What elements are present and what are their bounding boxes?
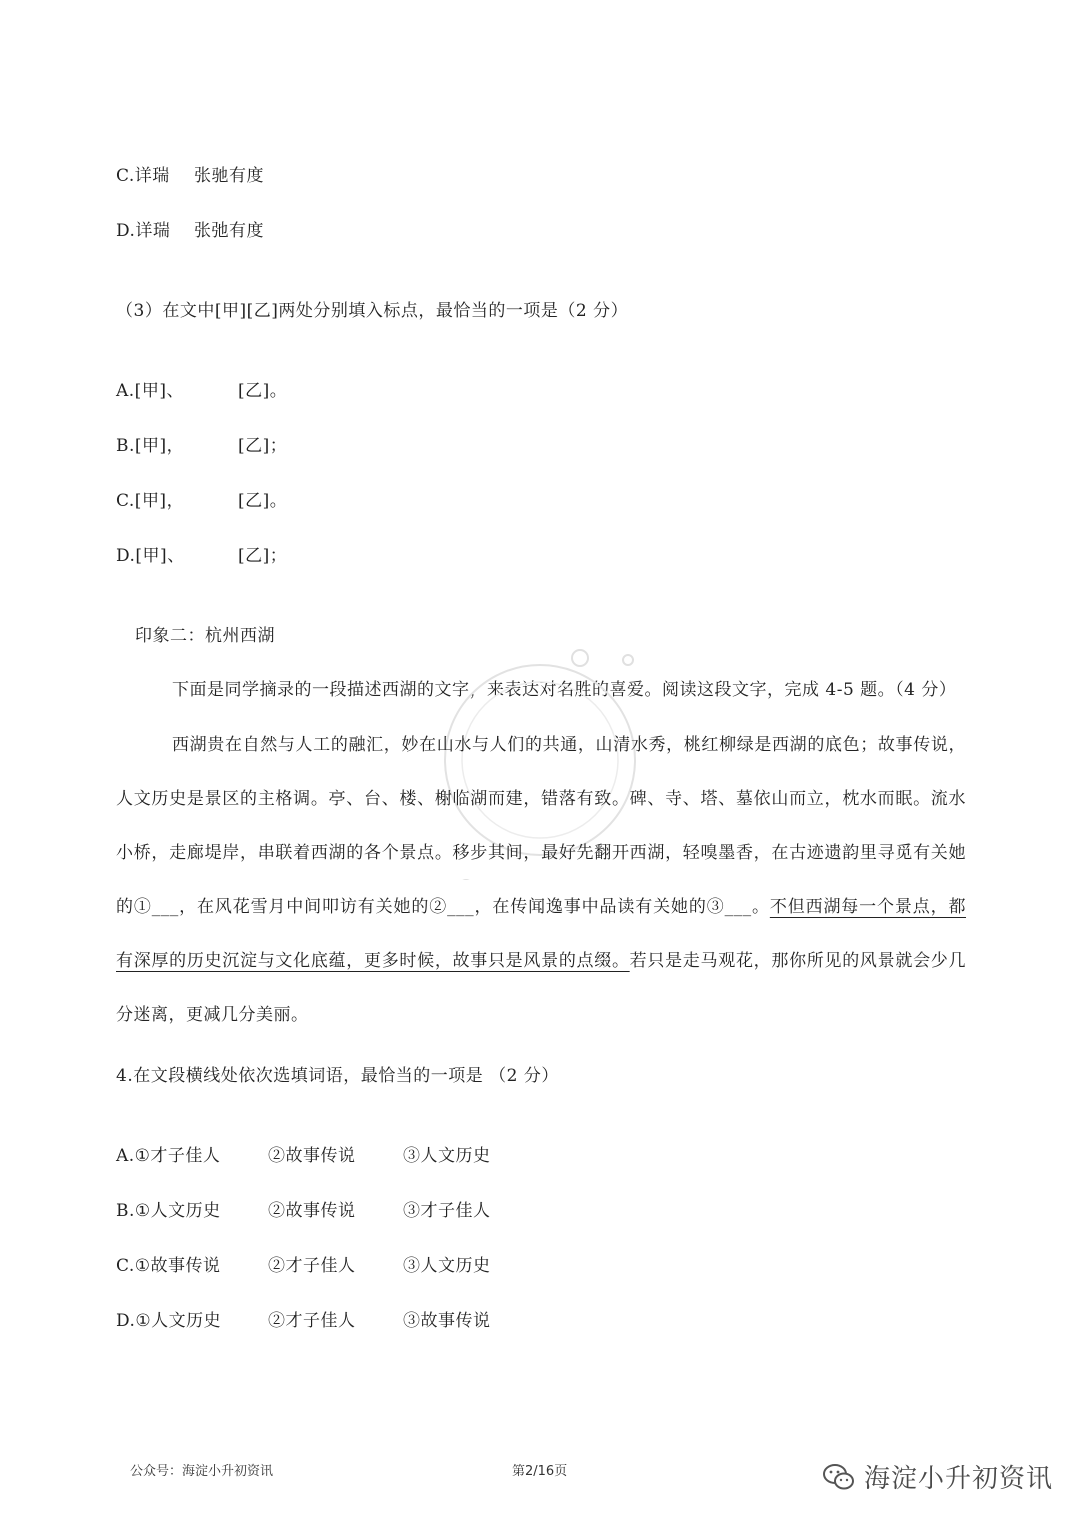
brand-name: 海淀小升初资讯 — [864, 1464, 1054, 1494]
wechat-icon — [822, 1462, 856, 1492]
q3-option-d — [116, 544, 288, 568]
section-intro: 下面是同学摘录的一段描述西湖的文字，来表达对名胜的喜爱。阅读这段文字，完成 4-5 题。（4 分） — [172, 680, 957, 700]
q4-option-c — [116, 1254, 491, 1278]
option-part-2: [乙]。 — [238, 381, 288, 401]
option-choice-1: D.①人文历史 — [116, 1311, 222, 1331]
option-part-1: C.[甲]， — [116, 491, 185, 511]
passage-text-end: 若只是走马观花，那你所见的风景就会少几分迷离，更减几分美丽。 — [116, 951, 967, 1025]
option-part-2: [乙]； — [238, 546, 288, 566]
option-part-1: B.[甲]， — [116, 436, 185, 456]
option-part-1: A.[甲]、 — [116, 381, 184, 401]
option-value: 张驰有度 — [194, 166, 264, 186]
option-part-2: [乙]； — [238, 436, 288, 456]
option-choice-2: ②才子佳人 — [268, 1256, 356, 1276]
option-choice-1: B.①人文历史 — [116, 1201, 221, 1221]
brand-mark — [822, 1458, 1053, 1495]
passage-paragraph — [116, 718, 966, 1042]
option-choice-3: ③故事传说 — [403, 1311, 491, 1331]
q3-option-b — [116, 434, 288, 458]
q2-option-c — [116, 164, 264, 188]
q2-option-d — [116, 219, 264, 243]
option-choice-2: ②故事传说 — [268, 1201, 356, 1221]
option-choice-1: A.①才子佳人 — [116, 1146, 221, 1166]
q4-stem: 4.在文段横线处依次选填词语，最恰当的一项是 （2 分） — [116, 1066, 559, 1086]
option-value: 张弛有度 — [194, 221, 264, 241]
option-choice-1: C.①故事传说 — [116, 1256, 221, 1276]
option-choice-3: ③人文历史 — [403, 1146, 491, 1166]
q3-option-c — [116, 489, 288, 513]
option-choice-2: ②故事传说 — [268, 1146, 356, 1166]
q4-option-b — [116, 1199, 491, 1223]
option-part-2: [乙]。 — [238, 491, 288, 511]
q4-option-a — [116, 1144, 491, 1168]
q3-stem: （3）在文中[甲][乙]两处分别填入标点，最恰当的一项是（2 分） — [116, 301, 629, 321]
section-heading: 印象二：杭州西湖 — [135, 626, 275, 646]
passage-underlined-sentence: 不但西湖每一个景点，都有深厚的历史沉淀与文化底蕴，更多时候，故事只是风景的点缀。 — [116, 897, 967, 971]
option-choice-3: ③人文历史 — [403, 1256, 491, 1276]
q3-option-a — [116, 379, 288, 403]
passage-text: 西湖贵在自然与人工的融汇，妙在山水与人们的共通，山清水秀，桃红柳绿是西湖的底色；故事传说，人文历史是景区的主格调。亭、台、楼、榭临湖而建，错落有致。碑、寺、塔、墓依山而立，枕水而眠。流水小桥，走廊堤岸，串联着西湖的各个景点。移步其间，最好先翻开西湖，轻嗅墨香，在古迹遗韵里寻觅有关她的①___，在风花雪月中间叩访有关她的②___，在传闻逸事中品读有关她的③___。 — [116, 735, 966, 917]
option-choice-2: ②才子佳人 — [268, 1311, 356, 1331]
q4-option-d — [116, 1309, 491, 1333]
option-label: D.详瑞 — [116, 221, 171, 241]
footer-page-number: 第2/16页 — [512, 1464, 568, 1479]
option-part-1: D.[甲]、 — [116, 546, 185, 566]
footer-account: 公众号：海淀小升初资讯 — [130, 1464, 274, 1479]
option-label: C.详瑞 — [116, 166, 170, 186]
option-choice-3: ③才子佳人 — [403, 1201, 491, 1221]
